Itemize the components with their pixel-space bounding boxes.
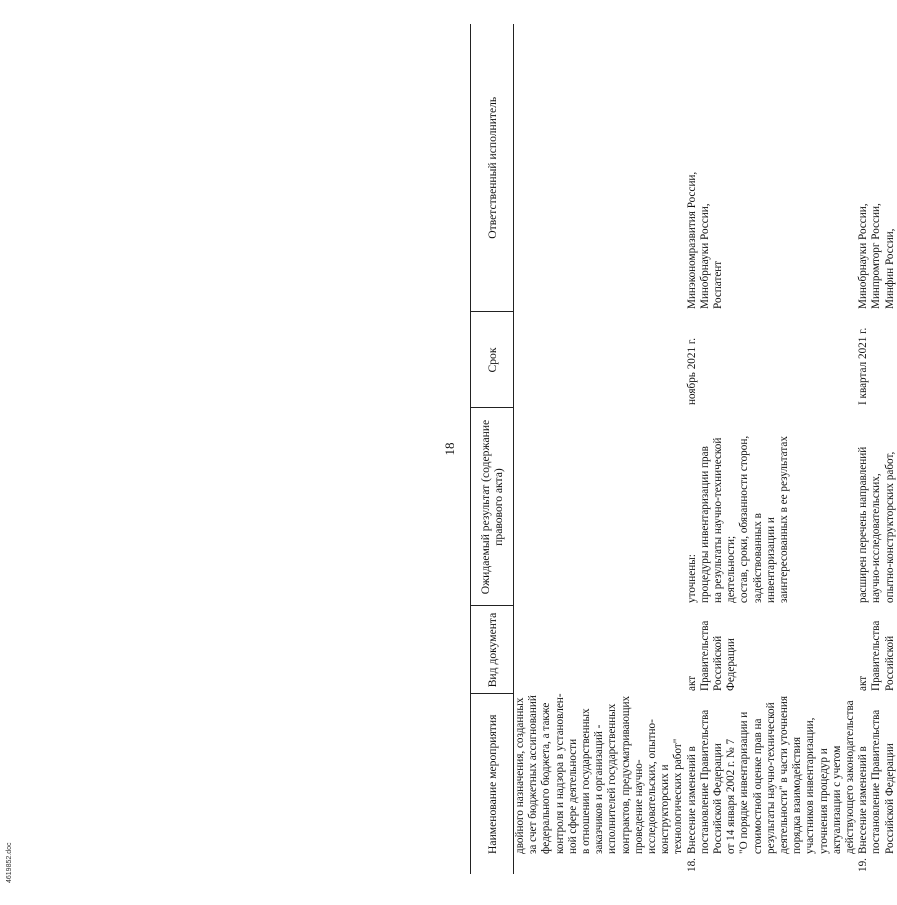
text-line: действующего законодательства: [844, 700, 857, 854]
cell-term: ноябрь 2021 г.: [685, 338, 698, 405]
text-line: Федерации: [725, 638, 738, 691]
text-line: Российской: [712, 635, 725, 691]
cell-result: [857, 408, 897, 606]
text-line: порядка взаимодействия: [791, 737, 804, 854]
text-line: расширен перечень направлений: [857, 446, 870, 603]
cell-doc-type: [686, 606, 858, 694]
text-line: деятельности" в части уточнения: [778, 695, 791, 854]
text-line: Российской Федерации: [883, 743, 896, 854]
text-line: федерального бюджета, а также: [540, 702, 553, 854]
text-line: Правительства: [698, 620, 711, 691]
text-line: ной сфере деятельности: [566, 738, 579, 854]
text-line: постановление Правительства: [698, 709, 711, 854]
text-line: Правительства: [870, 620, 883, 691]
text-line: акт: [685, 675, 698, 691]
table-row: [514, 24, 686, 874]
text-line: процедуры инвентаризации прав: [698, 446, 711, 603]
text-line: акт: [857, 675, 870, 691]
file-name-footer: 4619852.doc: [6, 842, 13, 883]
table-header-row: [471, 24, 514, 874]
text-line: заинтересованных в ее результатах: [778, 436, 791, 603]
rotated-page: [30, 24, 896, 874]
text-line: участников инвентаризации,: [804, 717, 817, 854]
table-row: [686, 24, 858, 874]
cell-term: I квартал 2021 г.: [857, 327, 870, 405]
row-number: 18.: [685, 858, 698, 872]
cell-doc-type: [857, 606, 897, 694]
text-line: Внесение изменений в: [857, 746, 870, 854]
text-line: Российской: [883, 635, 896, 691]
text-line: заказчиков и организаций -: [593, 724, 606, 854]
text-line: научно-исследовательских,: [870, 473, 883, 603]
header-name: Наименование мероприятия: [471, 694, 514, 874]
cell-executor: [514, 24, 686, 312]
table-row: [857, 24, 897, 874]
text-line: уточнения процедур и: [817, 748, 830, 854]
text-line: Минобрнауки России,: [698, 203, 711, 309]
cell-measure-name: [857, 694, 897, 874]
header-term: Срок: [471, 312, 514, 408]
text-line: Минпромторг России,: [870, 203, 883, 309]
header-executor: Ответственный исполнитель: [471, 24, 514, 312]
text-line: Минфин России,: [883, 228, 896, 309]
text-line: Роспатент: [712, 260, 725, 309]
header-doc-type: Вид документа: [471, 606, 514, 694]
cell-executor: [857, 24, 897, 312]
cell-result: [686, 408, 858, 606]
text-line: Минэкономразвития России,: [685, 171, 698, 309]
cell-measure-name: [514, 694, 686, 874]
measures-table: [470, 24, 897, 874]
text-line: результаты научно-технической: [764, 702, 777, 854]
text-line: деятельности;: [725, 535, 738, 603]
cell-result: [514, 408, 686, 606]
measure-text: [514, 693, 686, 872]
cell-executor: [686, 24, 858, 312]
cell-measure-name: [686, 694, 858, 874]
text-line: "О порядке инвентаризации и: [738, 711, 751, 854]
text-line: исполнителей государственных: [606, 703, 619, 854]
cell-term: [514, 312, 686, 408]
text-line: состав, сроки, обязанности сторон,: [738, 435, 751, 603]
measure-text: [857, 700, 897, 854]
text-line: задействованных в: [751, 513, 764, 603]
text-line: Российской Федерации: [712, 743, 725, 854]
text-line: Внесение изменений в: [685, 746, 698, 854]
text-line: конструкторских и: [659, 764, 672, 854]
text-line: контрактов, предусматривающих: [619, 695, 632, 854]
text-line: за счет бюджетных ассигнований: [527, 695, 540, 854]
text-line: от 14 января 2002 г. № 7: [725, 738, 738, 854]
header-result: Ожидаемый результат (содержание правового акта): [471, 408, 514, 606]
cell-doc-type: [514, 606, 686, 694]
measure-text: [685, 695, 858, 854]
text-line: контроля и надзора в установлен-: [553, 693, 566, 854]
text-line: постановление Правительства: [870, 709, 883, 854]
text-line: двойного назначения, созданных: [514, 697, 526, 854]
row-number: 19.: [857, 858, 870, 872]
page-number: 18: [442, 442, 457, 456]
text-line: уточнены:: [685, 554, 698, 603]
text-line: проведение научно-: [632, 759, 645, 854]
text-line: Минобрнауки России,: [857, 203, 870, 309]
text-line: в отношении государственных: [580, 708, 593, 854]
text-line: опытно-конструкторских работ,: [883, 451, 896, 603]
text-line: инвентаризации и: [764, 517, 777, 603]
text-line: стоимостной оценке прав на: [751, 718, 764, 854]
text-line: технологических работ": [672, 738, 685, 854]
text-line: исследовательских, опытно-: [646, 719, 659, 854]
text-line: актуализации с учетом: [830, 745, 843, 854]
text-line: на результаты научно-технической: [712, 437, 725, 603]
